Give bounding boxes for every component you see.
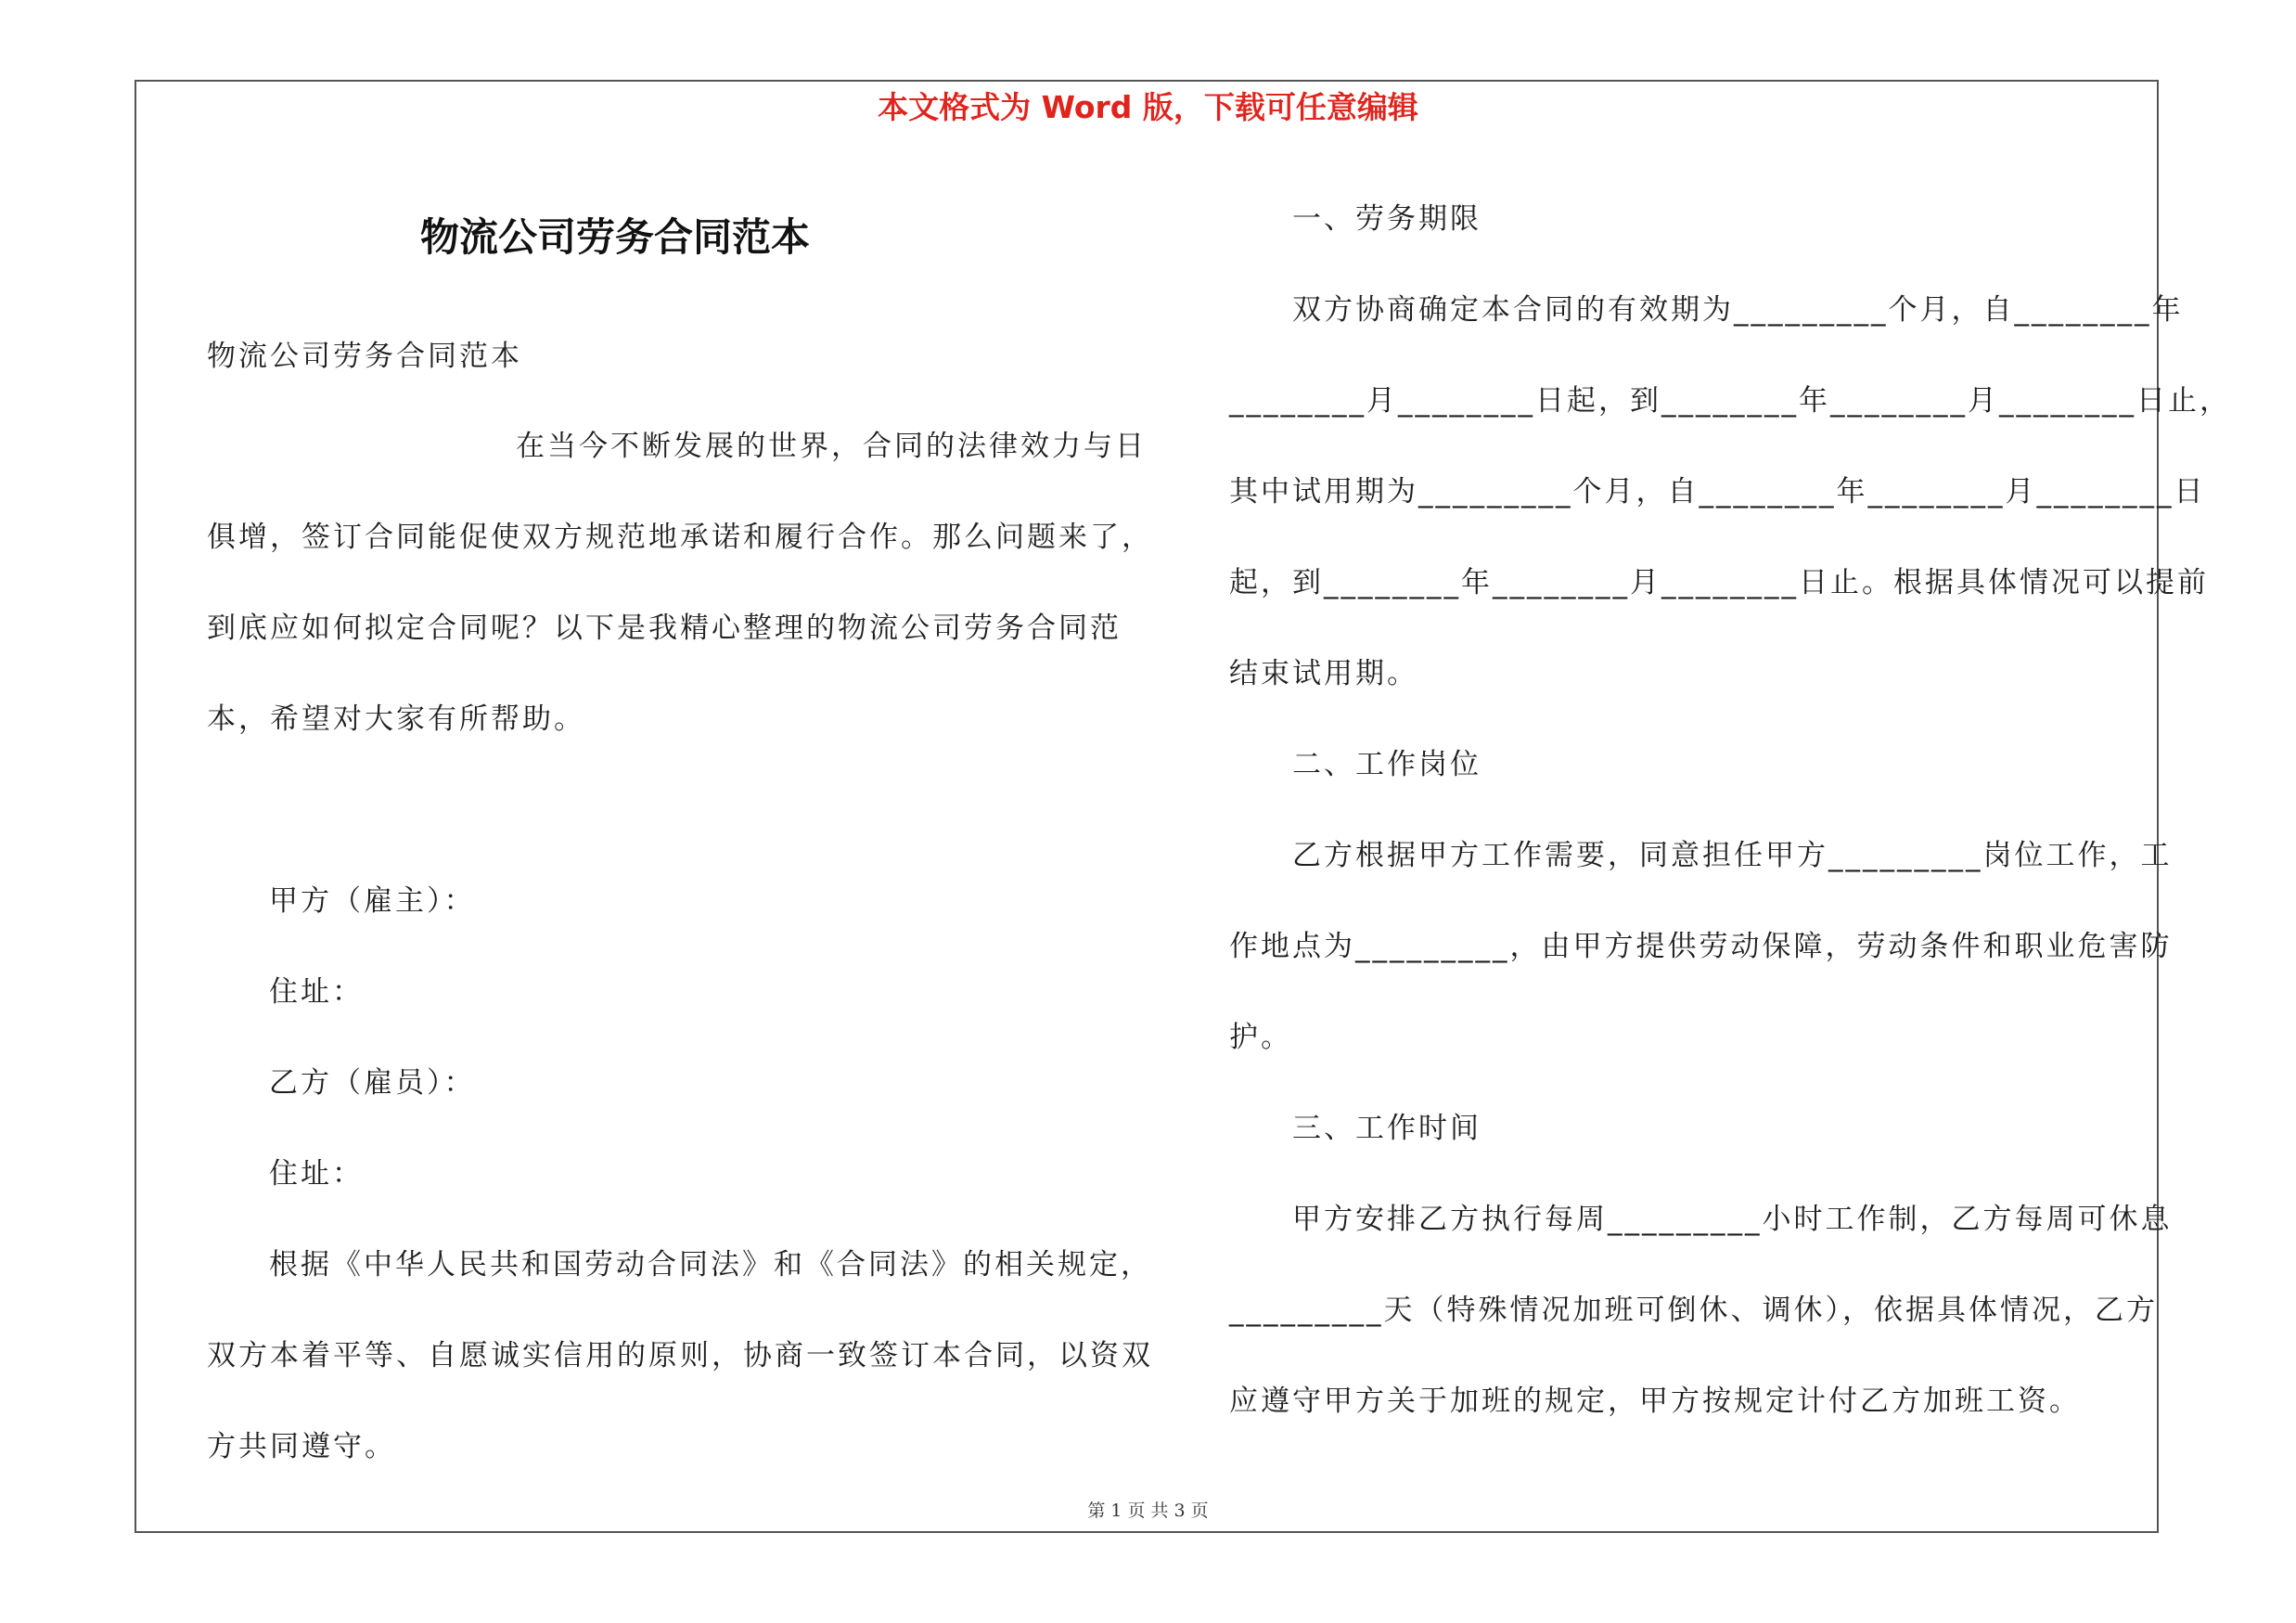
section3-line-3: 应遵守甲方关于加班的规定，甲方按规定计付乙方加班工资。: [1229, 1385, 2081, 1418]
basis-line-2: 双方本着平等、自愿诚实信用的原则，协商一致签订本合同，以资双: [207, 1339, 1153, 1372]
section3-line-1: 甲方安排乙方执行每周_________小时工作制，乙方每周可休息: [1292, 1203, 2173, 1236]
section2-heading: 二、工作岗位: [1292, 748, 1481, 781]
section3-line-2: _________天（特殊情况加班可倒休、调休），依据具体情况，乙方: [1229, 1294, 2158, 1327]
section1-heading: 一、劳务期限: [1292, 202, 1481, 236]
section2-line-3: 护。: [1229, 1021, 1292, 1054]
basis-line-1: 根据《中华人民共和国劳动合同法》和《合同法》的相关规定，: [269, 1248, 1152, 1282]
party-b-address-label: 住址：: [269, 1157, 364, 1191]
section1-line-3: 其中试用期为_________个月，自________年________月________日: [1229, 475, 2206, 509]
intro-line-1: 在当今不断发展的世界，合同的法律效力与日: [516, 430, 1147, 463]
section1-line-2: ________月________日起，到________年________月________日止，: [1229, 384, 2231, 418]
page-number-footer: 第 1 页 共 3 页: [1087, 1501, 1209, 1521]
party-a-label: 甲方（雇主）：: [269, 884, 476, 918]
subtitle: 物流公司劳务合同范本: [207, 340, 522, 373]
format-banner: 本文格式为 Word 版，下载可任意编辑: [878, 89, 1418, 125]
party-b-label: 乙方（雇员）：: [269, 1066, 476, 1100]
section1-line-4: 起，到________年________月________日止。根据具体情况可以提前: [1229, 566, 2209, 599]
party-a-address-label: 住址：: [269, 975, 364, 1009]
intro-line-4: 本，希望对大家有所帮助。: [207, 702, 585, 736]
section2-line-2: 作地点为_________，由甲方提供劳动保障，劳动条件和职业危害防: [1229, 930, 2173, 963]
intro-line-2: 俱增，签订合同能促使双方规范地承诺和履行合作。那么问题来了，: [207, 521, 1153, 554]
document-title: 物流公司劳务合同范本: [420, 214, 811, 260]
intro-line-3: 到底应如何拟定合同呢？以下是我精心整理的物流公司劳务合同范: [207, 612, 1122, 645]
basis-line-3: 方共同遵守。: [207, 1430, 396, 1463]
section1-line-5: 结束试用期。: [1229, 657, 1418, 690]
section3-heading: 三、工作时间: [1292, 1112, 1481, 1145]
section2-line-1: 乙方根据甲方工作需要，同意担任甲方_________岗位工作，工: [1292, 839, 2173, 872]
section1-line-1: 双方协商确定本合同的有效期为_________个月，自________年: [1292, 293, 2184, 327]
